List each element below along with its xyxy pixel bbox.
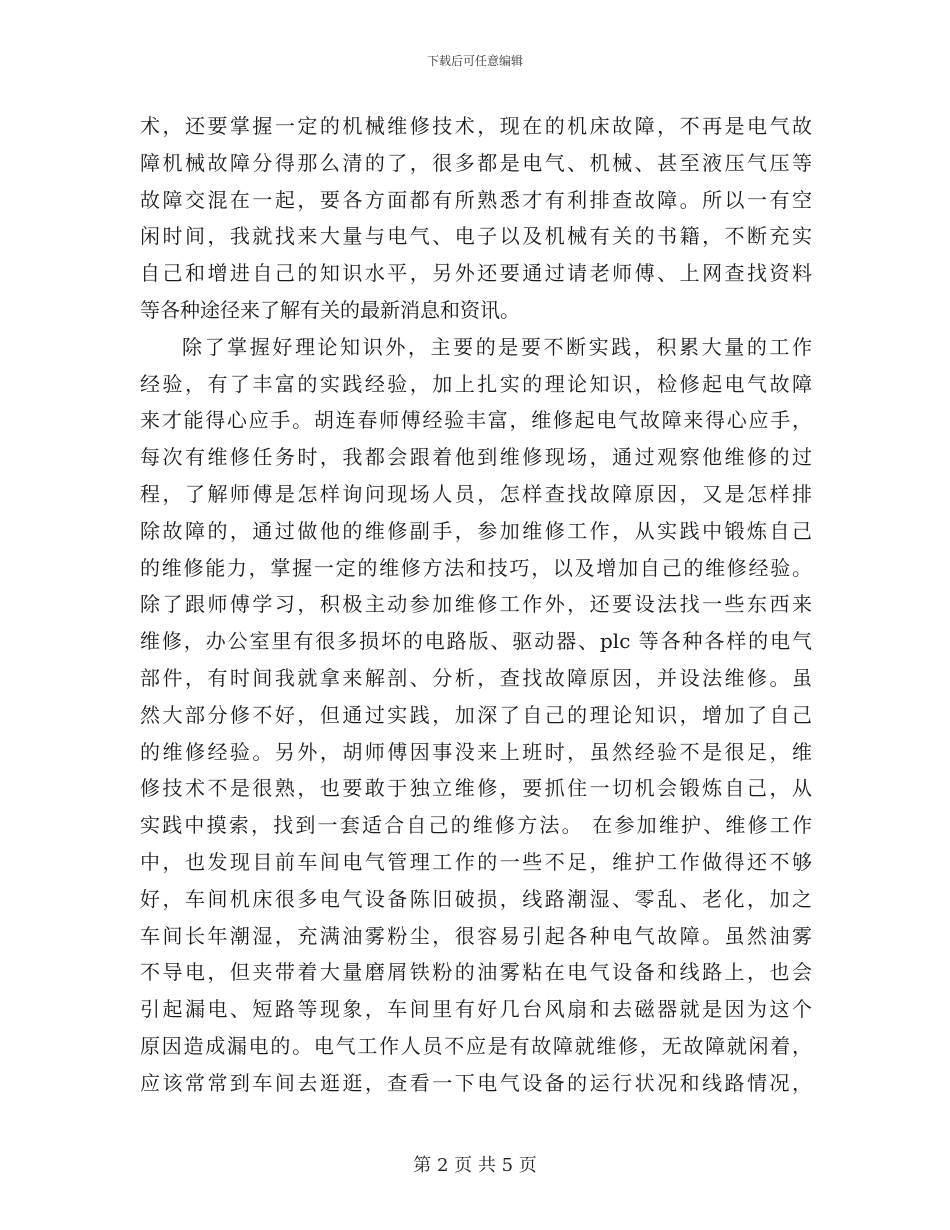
text-line: 引起漏电、短路等现象，车间里有好几台风扇和去磁器就是因为这个 bbox=[140, 997, 812, 1022]
text-line: 应该常常到车间去逛逛，查看一下电气设备的运行状况和线路情况， bbox=[140, 1070, 812, 1095]
page-number-footer: 第 2 页 共 5 页 bbox=[413, 1155, 537, 1176]
text-line: 经验，有了丰富的实践经验，加上扎实的理论知识，检修起电气故障 bbox=[140, 371, 812, 396]
text-line: 闲时间，我就找来大量与电气、电子以及机械有关的书籍，不断充实 bbox=[140, 224, 812, 249]
page-header: 下载后可任意编辑 bbox=[426, 54, 523, 68]
text-line: 的维修经验。另外，胡师傅因事没来上班时，虽然经验不是很足，维 bbox=[140, 739, 812, 764]
text-line: 程，了解师傅是怎样询问现场人员，怎样查找故障原因，又是怎样排 bbox=[140, 481, 812, 506]
text-line: 术，还要掌握一定的机械维修技术，现在的机床故障，不再是电气故 bbox=[140, 114, 812, 138]
text-line: 车间长年潮湿，充满油雾粉尘，很容易引起各种电气故障。虽然油雾 bbox=[140, 923, 812, 948]
text-line: 不导电，但夹带着大量磨屑铁粉的油雾粘在电气设备和线路上，也会 bbox=[140, 960, 812, 985]
text-line: 障机械故障分得那么清的了，很多都是电气、机械、甚至液压气压等 bbox=[140, 150, 812, 175]
text-line: 中，也发现目前车间电气管理工作的一些不足，维护工作做得还不够 bbox=[140, 849, 812, 874]
text-line: 等各种途径来了解有关的最新消息和资讯。 bbox=[140, 297, 520, 322]
text-line: 好，车间机床很多电气设备陈旧破损，线路潮湿、零乱、老化，加之 bbox=[140, 886, 812, 911]
text-line: 原因造成漏电的。电气工作人员不应是有故障就维修，无故障就闲着， bbox=[140, 1033, 812, 1058]
document-body bbox=[140, 108, 812, 1102]
text-line: 除了跟师傅学习，积极主动参加维修工作外，还要设法找一些东西来 bbox=[140, 592, 812, 617]
text-line: 修技术不是很熟，也要敢于独立维修，要抓住一切机会锻炼自己，从 bbox=[140, 776, 812, 801]
paragraph-start-line: 除了掌握好理论知识外，主要的是要不断实践，积累大量的工作 bbox=[182, 334, 812, 359]
text-line: 来才能得心应手。胡连春师傅经验丰富，维修起电气故障来得心应手， bbox=[140, 408, 812, 433]
text-line: 自己和增进自己的知识水平，另外还要通过请老师傅、上网查找资料 bbox=[140, 261, 812, 286]
text-line: 每次有维修任务时，我都会跟着他到维修现场，通过观察他维修的过 bbox=[140, 445, 812, 470]
text-line: 除故障的，通过做他的维修副手，参加维修工作，从实践中锻炼自己 bbox=[140, 518, 812, 543]
text-line: 然大部分修不好，但通过实践，加深了自己的理论知识，增加了自己 bbox=[140, 702, 812, 727]
text-line: 故障交混在一起，要各方面都有所熟悉才有利排查故障。所以一有空 bbox=[140, 187, 812, 212]
text-line: 维修，办公室里有很多损坏的电路版、驱动器、plc 等各种各样的电气 bbox=[140, 629, 812, 654]
text-line: 部件，有时间我就拿来解剖、分析，查找故障原因，并设法维修。虽 bbox=[140, 665, 812, 690]
text-line: 实践中摸索，找到一套适合自己的维修方法。 在参加维护、维修工作 bbox=[140, 813, 812, 838]
text-line: 的维修能力，掌握一定的维修方法和技巧，以及增加自己的维修经验。 bbox=[140, 555, 812, 580]
